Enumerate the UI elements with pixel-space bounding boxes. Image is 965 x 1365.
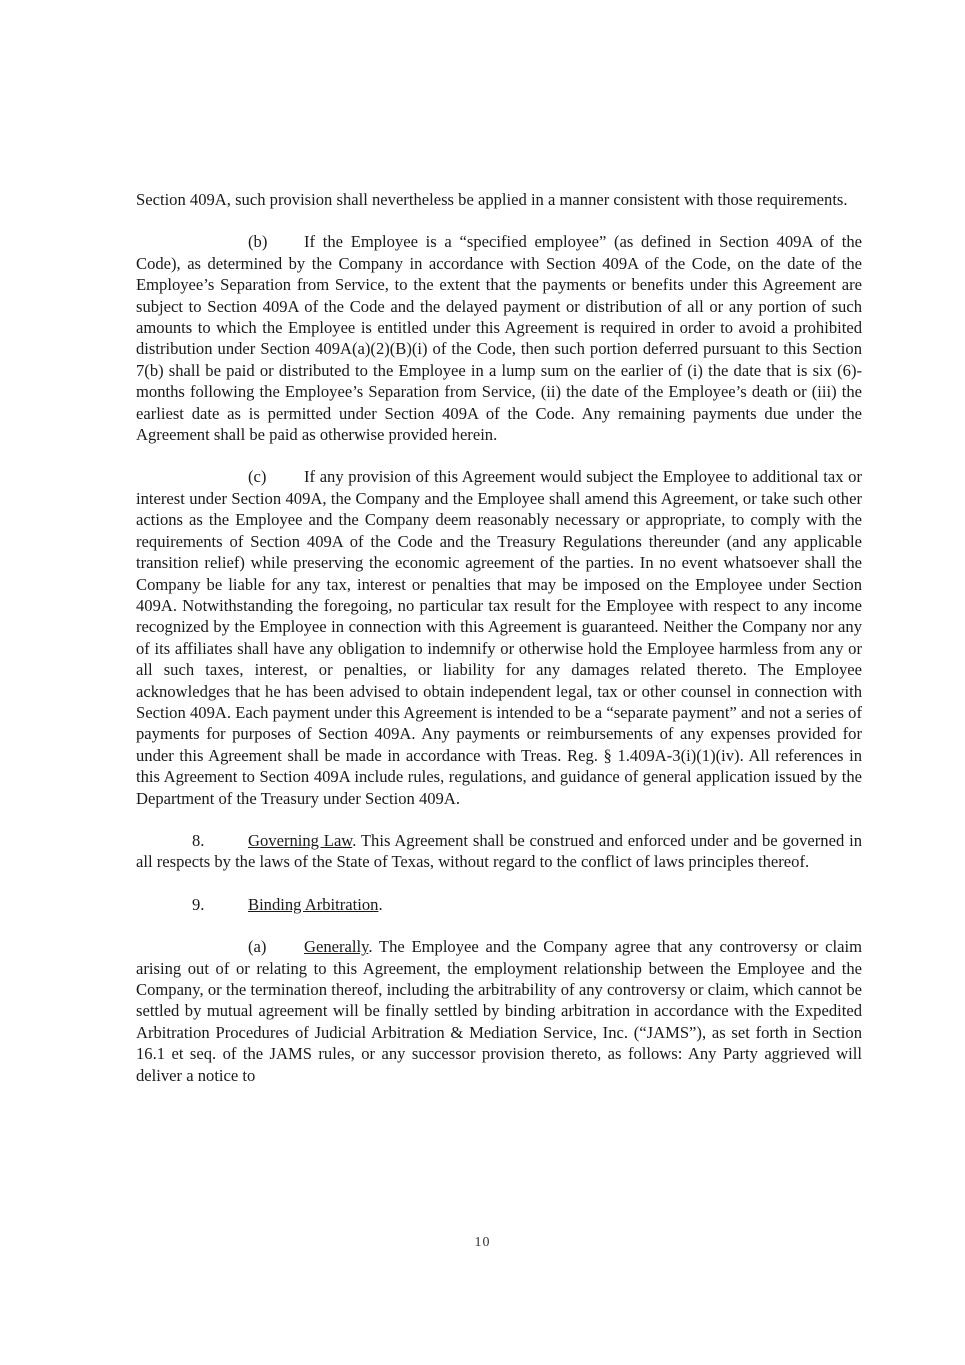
paragraph-7b xyxy=(136,231,862,445)
subsection-label-c: (c) xyxy=(248,467,267,487)
paragraph-7b-text: If the Employee is a “specified employee” (as defined in Section 409A of the Code), as determined by the Company in accordance with Section 409A of the Code, on the date of the Employee’s Separation from Service, to the extent that the payments or benefits under this Agreement are subject to Section 409A of the Code and the delayed payment or distribution of all or any portion of such amounts to which the Employee is entitled under this Agreement is required in order to avoid a prohibited distribution under Section 409A(a)(2)(B)(i) of the Code, then such portion deferred pursuant to this Section 7(b) shall be paid or distributed to the Employee in a lump sum on the earlier of (i) the date that is six (6)-months following the Employee’s Separation from Service, (ii) the date of the Employee’s death or (iii) the earliest date as is permitted under Section 409A of the Code. Any remaining payments due under the Agreement shall be paid as otherwise provided herein. xyxy=(136,232,862,445)
section-number-8: 8. xyxy=(192,830,205,850)
section-8-heading: Governing Law xyxy=(248,830,353,850)
section-9-binding-arbitration xyxy=(136,894,862,915)
paragraph-9a-text: . The Employee and the Company agree that any controversy or claim arising out of or relating to this Agreement, the employment relationship between the Employee and the Company, or the termination thereof, including the arbitrability of any controversy or claim, which cannot be settled by mutual agreement will be finally settled by binding arbitration in accordance with the Expedited Arbitration Procedures of Judicial Arbitration & Mediation Service, Inc. (“JAMS”), as set forth in Section 16.1 et seq. of the JAMS rules, or any successor provision thereto, as follows: Any Party aggrieved will deliver a notice to xyxy=(136,937,862,1085)
subsection-label-a: (a) xyxy=(248,937,267,957)
paragraph-9a-heading: Generally xyxy=(304,937,369,957)
document-body xyxy=(136,189,862,1107)
section-8-text: . This Agreement shall be construed and enforced under and be governed in all respects by the laws of the State of Texas, without regard to the conflict of laws principles thereof. xyxy=(136,830,862,872)
paragraph-7c-text: If any provision of this Agreement would subject the Employee to additional tax or interest under Section 409A, the Company and the Employee shall amend this Agreement, or take such other actions as the Employee and the Company deem reasonably necessary or appropriate, to comply with the requirements of Section 409A of the Code and the Treasury Regulations thereunder (and any applicable transition relief) while preserving the economic agreement of the parties. In no event whatsoever shall the Company be liable for any tax, interest or penalties that may be imposed on the Employee under Section 409A. Notwithstanding the foregoing, no particular tax result for the Employee with respect to any income recognized by the Employee in connection with this Agreement is guaranteed. Neither the Company nor any of its affiliates shall have any obligation to indemnify or otherwise hold the Employee harmless from any or all such taxes, interest, or penalties, or liability for any damages related thereto. The Employee acknowledges that he has been advised to obtain independent legal, tax or other counsel in connection with Section 409A. Each payment under this Agreement is intended to be a “separate payment” and not a series of payments for purposes of Section 409A. Any payments or reimbursements of any expenses provided for under this Agreement shall be made in accordance with Treas. Reg. § 1.409A-3(i)(1)(iv). All references in this Agreement to Section 409A include rules, regulations, and guidance of general application issued by the Department of the Treasury under Section 409A. xyxy=(136,467,862,808)
paragraph-continuation xyxy=(136,189,862,210)
section-9-heading: Binding Arbitration xyxy=(248,894,379,914)
continuation-text: Section 409A, such provision shall nevertheless be applied in a manner consistent with those requirements. xyxy=(136,190,848,209)
section-number-9: 9. xyxy=(192,894,205,914)
subsection-label-b: (b) xyxy=(248,232,268,252)
page-number: 10 xyxy=(474,1235,491,1250)
section-8-governing-law xyxy=(136,830,862,873)
section-9-heading-period: . xyxy=(378,894,383,914)
paragraph-7c xyxy=(136,466,862,809)
paragraph-9a xyxy=(136,936,862,1086)
